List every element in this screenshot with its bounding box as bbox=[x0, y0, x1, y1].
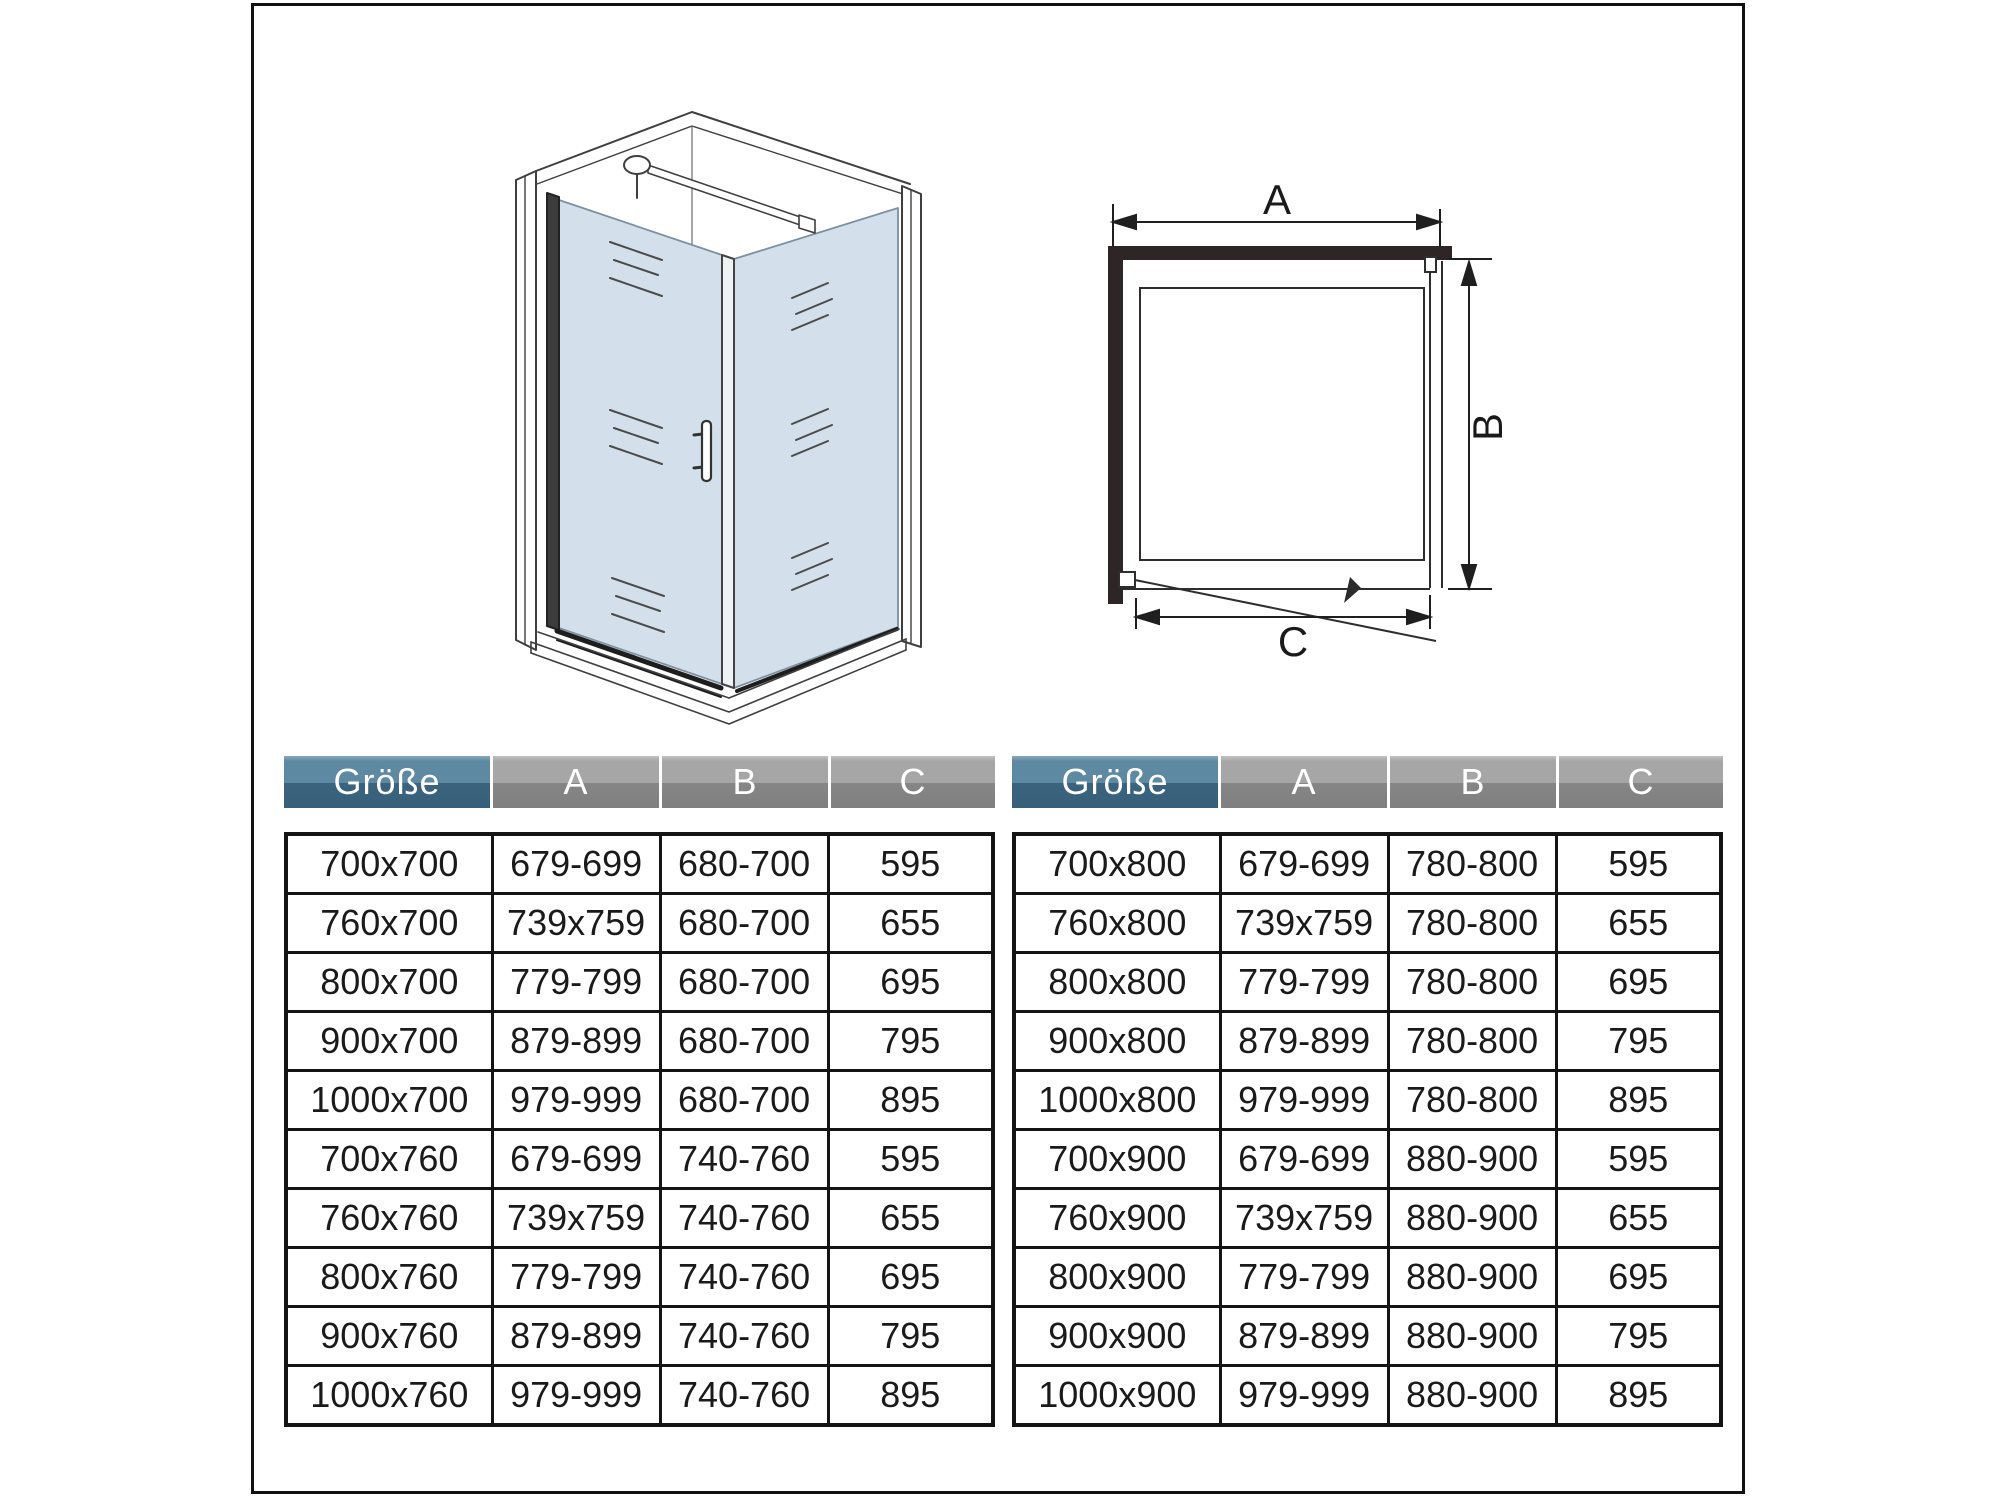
header-cell-c: C bbox=[1559, 756, 1723, 808]
support-bar bbox=[624, 156, 815, 233]
table-cell: 979-999 bbox=[1220, 1071, 1388, 1130]
table-cell: 679-699 bbox=[492, 834, 660, 894]
table-cell: 795 bbox=[1556, 1012, 1721, 1071]
table-cell: 655 bbox=[1556, 894, 1721, 953]
table-row bbox=[286, 1189, 993, 1248]
table-cell: 779-799 bbox=[1220, 953, 1388, 1012]
table-cell: 795 bbox=[828, 1307, 993, 1366]
table-cell: 979-999 bbox=[1220, 1366, 1388, 1426]
table-row bbox=[1014, 1012, 1721, 1071]
dimension-label-b: B bbox=[1464, 412, 1511, 442]
table-cell: 739x759 bbox=[1220, 894, 1388, 953]
door-hinge bbox=[1119, 572, 1135, 587]
table-cell: 795 bbox=[828, 1012, 993, 1071]
table-cell: 595 bbox=[1556, 1130, 1721, 1189]
table-cell: 879-899 bbox=[492, 1307, 660, 1366]
table-row bbox=[1014, 834, 1721, 894]
table-cell: 680-700 bbox=[660, 1012, 828, 1071]
table-cell: 739x759 bbox=[1220, 1189, 1388, 1248]
table-cell: 739x759 bbox=[492, 1189, 660, 1248]
table-cell: 880-900 bbox=[1388, 1248, 1556, 1307]
table-row bbox=[1014, 1248, 1721, 1307]
table-cell: 680-700 bbox=[660, 1071, 828, 1130]
table-cell: 795 bbox=[1556, 1307, 1721, 1366]
plan-enclosure bbox=[1119, 257, 1442, 641]
table-cell: 760x700 bbox=[286, 894, 492, 953]
table-row bbox=[1014, 953, 1721, 1012]
table-cell: 879-899 bbox=[492, 1012, 660, 1071]
table-row bbox=[286, 894, 993, 953]
table-cell: 595 bbox=[1556, 834, 1721, 894]
table-cell: 700x760 bbox=[286, 1130, 492, 1189]
header-cell-groesse: Größe bbox=[1012, 756, 1218, 808]
table-cell: 700x800 bbox=[1014, 834, 1220, 894]
size-table-right bbox=[1012, 756, 1723, 1427]
table-cell: 779-799 bbox=[1220, 1248, 1388, 1307]
table-cell: 880-900 bbox=[1388, 1307, 1556, 1366]
table-cell: 679-699 bbox=[492, 1130, 660, 1189]
table-cell: 739x759 bbox=[492, 894, 660, 953]
table-row bbox=[286, 834, 993, 894]
header-cell-groesse: Größe bbox=[284, 756, 490, 808]
table-cell: 655 bbox=[828, 894, 993, 953]
glass-side-panel bbox=[734, 208, 898, 688]
table-cell: 800x800 bbox=[1014, 953, 1220, 1012]
table-cell: 780-800 bbox=[1388, 834, 1556, 894]
table-cell: 655 bbox=[1556, 1189, 1721, 1248]
table-cell: 780-800 bbox=[1388, 894, 1556, 953]
table-cell: 595 bbox=[828, 1130, 993, 1189]
table-cell: 900x760 bbox=[286, 1307, 492, 1366]
table-cell: 740-760 bbox=[660, 1307, 828, 1366]
table-cell: 740-760 bbox=[660, 1130, 828, 1189]
table-cell: 740-760 bbox=[660, 1366, 828, 1426]
table-cell: 740-760 bbox=[660, 1189, 828, 1248]
table-cell: 680-700 bbox=[660, 894, 828, 953]
table-row bbox=[1014, 1130, 1721, 1189]
table-cell: 1000x900 bbox=[1014, 1366, 1220, 1426]
table-row bbox=[1014, 1307, 1721, 1366]
right-wall bbox=[902, 186, 921, 647]
left-wall bbox=[516, 171, 536, 650]
table-cell: 655 bbox=[828, 1189, 993, 1248]
plan-wall bbox=[1108, 246, 1452, 604]
table-row bbox=[1014, 1071, 1721, 1130]
table-cell: 880-900 bbox=[1388, 1366, 1556, 1426]
header-cell-b: B bbox=[662, 756, 828, 808]
table-cell: 900x700 bbox=[286, 1012, 492, 1071]
table-cell: 680-700 bbox=[660, 953, 828, 1012]
table-cell: 1000x800 bbox=[1014, 1071, 1220, 1130]
isometric-view-diagram bbox=[370, 70, 970, 730]
corner-post bbox=[722, 255, 734, 688]
table-cell: 800x760 bbox=[286, 1248, 492, 1307]
table-cell: 595 bbox=[828, 834, 993, 894]
table-row bbox=[286, 1307, 993, 1366]
table-row bbox=[286, 1130, 993, 1189]
table-row bbox=[1014, 1189, 1721, 1248]
table-cell: 1000x760 bbox=[286, 1366, 492, 1426]
table-cell: 695 bbox=[1556, 953, 1721, 1012]
table-row bbox=[286, 953, 993, 1012]
table-cell: 679-699 bbox=[1220, 834, 1388, 894]
header-cell-a: A bbox=[493, 756, 659, 808]
table-cell: 879-899 bbox=[1220, 1307, 1388, 1366]
table-cell: 900x900 bbox=[1014, 1307, 1220, 1366]
dimension-label-a: A bbox=[1262, 176, 1292, 223]
table-cell: 979-999 bbox=[492, 1366, 660, 1426]
table-row bbox=[1014, 894, 1721, 953]
table-cell: 895 bbox=[828, 1071, 993, 1130]
table-cell: 780-800 bbox=[1388, 1012, 1556, 1071]
plan-view-diagram bbox=[1080, 150, 1520, 690]
table-cell: 700x700 bbox=[286, 834, 492, 894]
size-table-left bbox=[284, 756, 995, 1427]
table-cell: 700x900 bbox=[1014, 1130, 1220, 1189]
table-cell: 695 bbox=[828, 1248, 993, 1307]
table-row bbox=[286, 1071, 993, 1130]
table-cell: 760x800 bbox=[1014, 894, 1220, 953]
table-cell: 695 bbox=[828, 953, 993, 1012]
size-table bbox=[1012, 832, 1723, 1427]
size-table-left-header bbox=[284, 756, 995, 808]
table-cell: 879-899 bbox=[1220, 1012, 1388, 1071]
table-row bbox=[286, 1366, 993, 1426]
table-cell: 900x800 bbox=[1014, 1012, 1220, 1071]
table-cell: 979-999 bbox=[492, 1071, 660, 1130]
table-cell: 1000x700 bbox=[286, 1071, 492, 1130]
size-table bbox=[284, 832, 995, 1427]
header-cell-a: A bbox=[1221, 756, 1387, 808]
table-cell: 680-700 bbox=[660, 834, 828, 894]
header-cell-c: C bbox=[831, 756, 995, 808]
table-cell: 779-799 bbox=[492, 953, 660, 1012]
table-cell: 895 bbox=[1556, 1366, 1721, 1426]
top-frame bbox=[536, 112, 910, 195]
table-cell: 780-800 bbox=[1388, 953, 1556, 1012]
table-cell: 679-699 bbox=[1220, 1130, 1388, 1189]
table-cell: 880-900 bbox=[1388, 1189, 1556, 1248]
table-cell: 760x760 bbox=[286, 1189, 492, 1248]
table-row bbox=[286, 1012, 993, 1071]
table-cell: 780-800 bbox=[1388, 1071, 1556, 1130]
table-cell: 740-760 bbox=[660, 1248, 828, 1307]
table-row bbox=[286, 1248, 993, 1307]
hinge-frame bbox=[547, 193, 559, 630]
table-cell: 800x700 bbox=[286, 953, 492, 1012]
header-cell-b: B bbox=[1390, 756, 1556, 808]
table-cell: 895 bbox=[1556, 1071, 1721, 1130]
table-cell: 800x900 bbox=[1014, 1248, 1220, 1307]
table-cell: 895 bbox=[828, 1366, 993, 1426]
table-row bbox=[1014, 1366, 1721, 1426]
table-cell: 880-900 bbox=[1388, 1130, 1556, 1189]
glass-door bbox=[559, 200, 722, 684]
table-cell: 695 bbox=[1556, 1248, 1721, 1307]
size-table-right-header bbox=[1012, 756, 1723, 808]
dimension-label-c: C bbox=[1277, 618, 1309, 665]
table-cell: 760x900 bbox=[1014, 1189, 1220, 1248]
table-cell: 779-799 bbox=[492, 1248, 660, 1307]
